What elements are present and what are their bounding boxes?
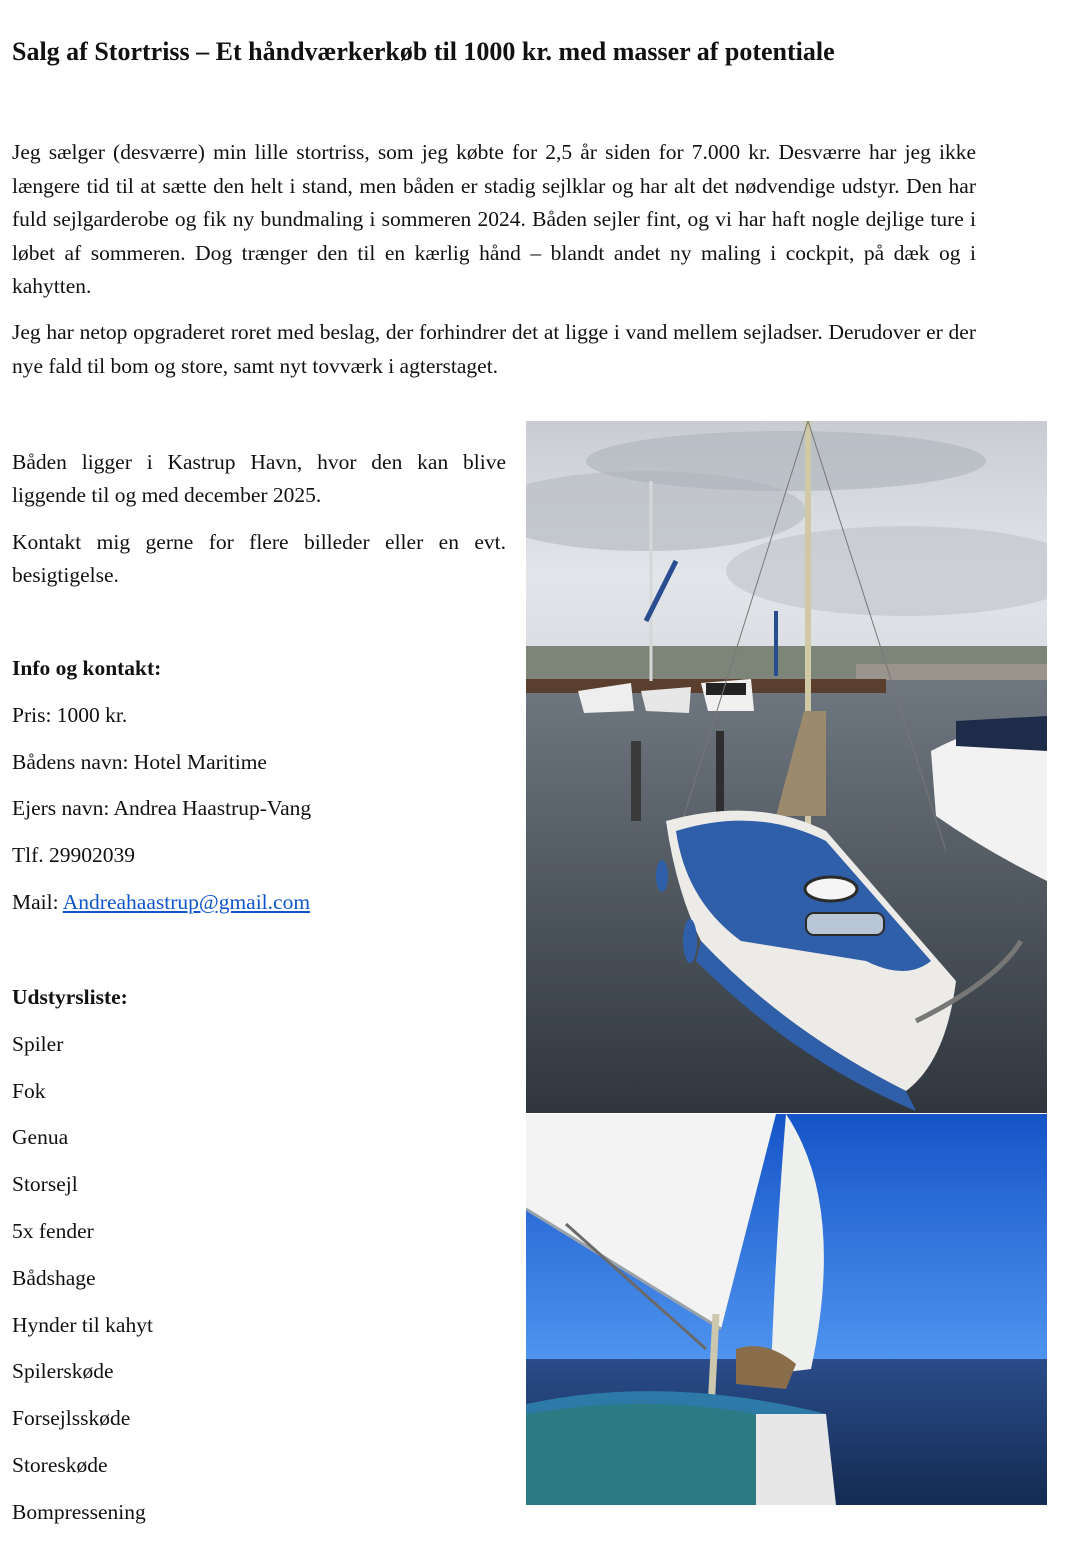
intro-paragraph: Jeg har netop opgraderet roret med beslag, der forhindrer det at ligge i vand mellem sejladser. Derudover er der nye fald til bom og store, samt nyt tovværk i agterstaget. (12, 319, 976, 378)
mail-label: Mail: (12, 889, 63, 914)
info-heading: Info og kontakt: (12, 656, 162, 680)
info-phone: Tlf. 29902039 (12, 843, 136, 868)
equipment-heading: Udstyrsliste: (12, 985, 128, 1009)
equipment-item: Fok (12, 1078, 46, 1103)
intro-text (12, 136, 976, 395)
equipment-item: 5x fender (12, 1218, 94, 1243)
equipment-item: Storsejl (12, 1172, 78, 1197)
info-price: Pris: 1000 kr. (12, 702, 128, 727)
page-title: Salg af Stortriss – Et håndværkerkøb til 1000 kr. med masser af potentiale (12, 37, 835, 66)
equipment-item: Spiler (12, 1031, 64, 1056)
equipment-item: Bådshage (12, 1265, 96, 1290)
equipment-item: Genua (12, 1125, 69, 1150)
info-boat-name: Bådens navn: Hotel Maritime (12, 749, 267, 774)
equipment-item: Storeskøde (12, 1452, 108, 1477)
location-paragraph: Båden ligger i Kastrup Havn, hvor den kan blive liggende til og med december 2025. (12, 450, 506, 508)
equipment-item: Bompressening (12, 1499, 146, 1524)
equipment-item: Spilerskøde (12, 1359, 114, 1384)
harbor-boat-photo (526, 421, 1047, 1113)
info-mail-row (12, 886, 512, 933)
intro-paragraph: Jeg sælger (desværre) min lille stortriss, som jeg købte for 2,5 år siden for 7.000 kr. Desværre har jeg ikke længere tid til at sætte den helt i stand, men båden er stadig sejlklar og har alt det nødvendige udstyr. Den har fuld sejlgarderobe og fik ny bundmaling i sommeren 2024. Båden sejler fint, og vi har haft nogle dejlige ture i løbet af sommeren. Dog trænger den til en kærlig hånd – blandt andet ny maling i cockpit, på dæk og i kahytten. (12, 140, 976, 299)
mail-link[interactable]: Andreahaastrup@gmail.com (62, 889, 311, 914)
sailing-photo (526, 1114, 1047, 1505)
equipment-section (12, 981, 512, 1543)
info-owner: Ejers navn: Andrea Haastrup-Vang (12, 796, 312, 821)
info-section (12, 652, 512, 933)
equipment-item: Hynder til kahyt (12, 1312, 153, 1337)
equipment-item: Forsejlsskøde (12, 1406, 131, 1431)
contact-paragraph: Kontakt mig gerne for flere billeder eller en evt. besigtigelse. (12, 529, 506, 588)
location-text (12, 446, 506, 606)
